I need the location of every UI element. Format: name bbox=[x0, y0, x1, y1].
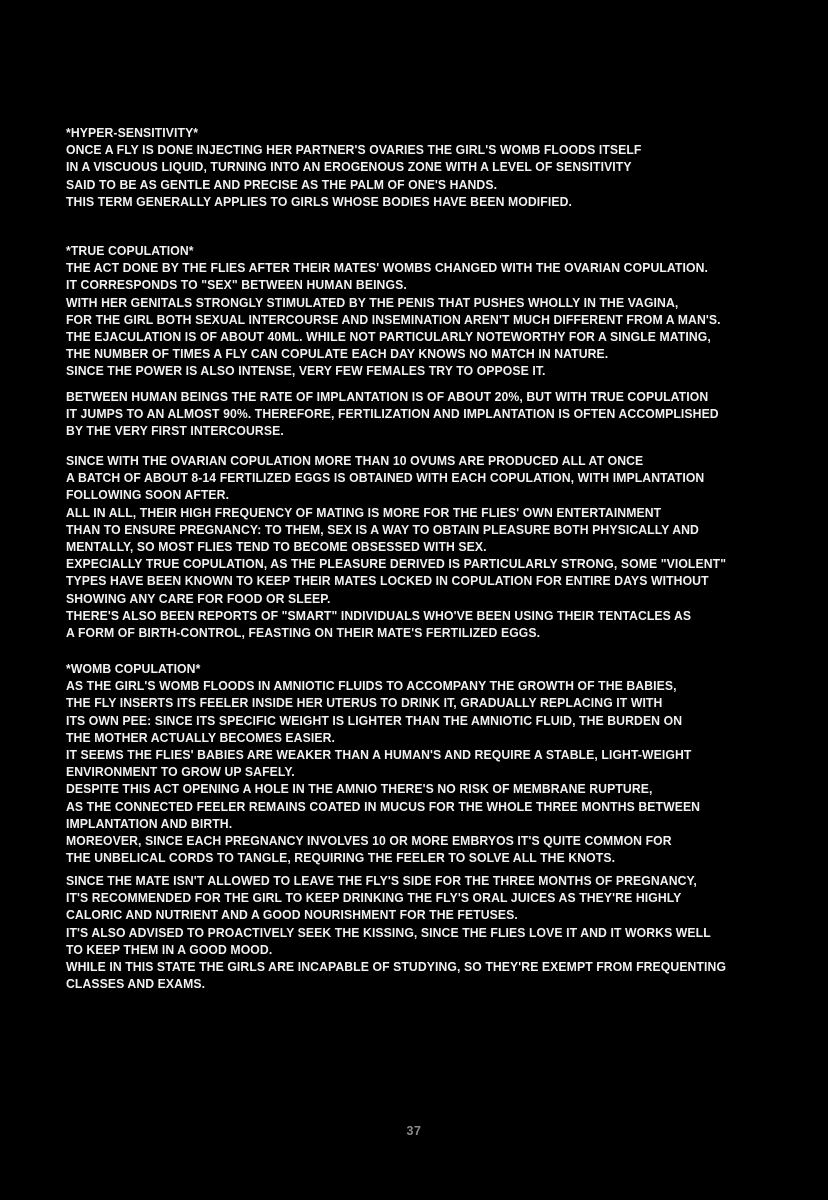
section-hyper-sensitivity bbox=[66, 124, 809, 210]
text-line: DESPITE THIS ACT OPENING A HOLE IN THE AMNIO THERE'S NO RISK OF MEMBRANE RUPTURE, bbox=[66, 781, 653, 797]
text-line: THE FLY INSERTS ITS FEELER INSIDE HER UTERUS TO DRINK IT, GRADUALLY REPLACING IT WITH bbox=[66, 695, 663, 711]
text-line: TYPES HAVE BEEN KNOWN TO KEEP THEIR MATES LOCKED IN COPULATION FOR ENTIRE DAYS WITHOUT bbox=[66, 573, 709, 589]
paragraph-ovums-and-mating bbox=[66, 452, 809, 641]
text-line: MOREOVER, SINCE EACH PREGNANCY INVOLVES 10 OR MORE EMBRYOS IT'S QUITE COMMON FOR bbox=[66, 833, 672, 849]
text-line: THAN TO ENSURE PREGNANCY: TO THEM, SEX IS A WAY TO OBTAIN PLEASURE BOTH PHYSICALLY AND bbox=[66, 521, 699, 537]
text-line: A BATCH OF ABOUT 8-14 FERTILIZED EGGS IS OBTAINED WITH EACH COPULATION, WITH IMPLANTATION bbox=[66, 470, 705, 486]
text-line: THERE'S ALSO BEEN REPORTS OF "SMART" INDIVIDUALS WHO'VE BEEN USING THEIR TENTACLES AS bbox=[66, 607, 692, 623]
text-line: IT SEEMS THE FLIES' BABIES ARE WEAKER THAN A HUMAN'S AND REQUIRE A STABLE, LIGHT-WEIGHT bbox=[66, 747, 692, 763]
section-title: *WOMB COPULATION* bbox=[66, 661, 201, 676]
text-line: CALORIC AND NUTRIENT AND A GOOD NOURISHMENT FOR THE FETUSES. bbox=[66, 907, 518, 923]
text-line: IT'S RECOMMENDED FOR THE GIRL TO KEEP DRINKING THE FLY'S ORAL JUICES AS THEY'RE HIGHLY bbox=[66, 890, 682, 906]
text-line: SINCE THE MATE ISN'T ALLOWED TO LEAVE THE FLY'S SIDE FOR THE THREE MONTHS OF PREGNANCY, bbox=[66, 873, 697, 888]
section-title: *TRUE COPULATION* bbox=[66, 243, 194, 258]
section-true-copulation bbox=[66, 242, 809, 380]
text-line: AS THE CONNECTED FEELER REMAINS COATED IN MUCUS FOR THE WHOLE THREE MONTHS BETWEEN bbox=[66, 798, 701, 814]
page-number: 37 bbox=[406, 1124, 422, 1138]
text-line: SINCE THE POWER IS ALSO INTENSE, VERY FEW FEMALES TRY TO OPPOSE IT. bbox=[66, 363, 546, 379]
text-line: FOLLOWING SOON AFTER. bbox=[66, 487, 230, 503]
text-line: ITS OWN PEE: SINCE ITS SPECIFIC WEIGHT IS LIGHTER THAN THE AMNIOTIC FLUID, THE BURDEN ON bbox=[66, 712, 683, 728]
text-line: MENTALLY, SO MOST FLIES TEND TO BECOME OBSESSED WITH SEX. bbox=[66, 539, 487, 555]
text-line: THE MOTHER ACTUALLY BECOMES EASIER. bbox=[66, 729, 335, 745]
text-line: SHOWING ANY CARE FOR FOOD OR SLEEP. bbox=[66, 590, 331, 606]
text-line: ONCE A FLY IS DONE INJECTING HER PARTNER'S OVARIES THE GIRL'S WOMB FLOODS ITSELF bbox=[66, 142, 642, 158]
text-line: IT JUMPS TO AN ALMOST 90%. THEREFORE, FERTILIZATION AND IMPLANTATION IS OFTEN ACCOMPLISHED bbox=[66, 406, 719, 422]
text-line: BY THE VERY FIRST INTERCOURSE. bbox=[66, 423, 284, 439]
text-line: BETWEEN HUMAN BEINGS THE RATE OF IMPLANTATION IS OF ABOUT 20%, BUT WITH TRUE COPULATION bbox=[66, 389, 709, 404]
text-line: ALL IN ALL, THEIR HIGH FREQUENCY OF MATING IS MORE FOR THE FLIES' OWN ENTERTAINMENT bbox=[66, 504, 662, 520]
text-line: IT'S ALSO ADVISED TO PROACTIVELY SEEK THE KISSING, SINCE THE FLIES LOVE IT AND IT WORKS WELL bbox=[66, 924, 711, 940]
text-line: THIS TERM GENERALLY APPLIES TO GIRLS WHOSE BODIES HAVE BEEN MODIFIED. bbox=[66, 193, 572, 209]
section-title: *HYPER-SENSITIVITY* bbox=[66, 125, 199, 140]
text-line: SAID TO BE AS GENTLE AND PRECISE AS THE PALM OF ONE'S HANDS. bbox=[66, 176, 498, 192]
text-line: THE NUMBER OF TIMES A FLY CAN COPULATE EACH DAY KNOWS NO MATCH IN NATURE. bbox=[66, 346, 609, 362]
text-line: CLASSES AND EXAMS. bbox=[66, 976, 206, 992]
paragraph-implantation-rate bbox=[66, 388, 809, 440]
text-line: SINCE WITH THE OVARIAN COPULATION MORE THAN 10 OVUMS ARE PRODUCED ALL AT ONCE bbox=[66, 453, 644, 468]
text-line: THE UNBELICAL CORDS TO TANGLE, REQUIRING THE FEELER TO SOLVE ALL THE KNOTS. bbox=[66, 850, 616, 866]
text-line: IT CORRESPONDS TO "SEX" BETWEEN HUMAN BEINGS. bbox=[66, 277, 407, 293]
text-line: FOR THE GIRL BOTH SEXUAL INTERCOURSE AND INSEMINATION AREN'T MUCH DIFFERENT FROM A MAN'S. bbox=[66, 311, 721, 327]
section-womb-copulation bbox=[66, 660, 809, 866]
text-line: EXPECIALLY TRUE COPULATION, AS THE PLEASURE DERIVED IS PARTICULARLY STRONG, SOME "VIOLENT" bbox=[66, 556, 727, 572]
text-line: IMPLANTATION AND BIRTH. bbox=[66, 815, 233, 831]
text-line: A FORM OF BIRTH-CONTROL, FEASTING ON THEIR MATE'S FERTILIZED EGGS. bbox=[66, 625, 541, 641]
text-line: IN A VISCUOUS LIQUID, TURNING INTO AN EROGENOUS ZONE WITH A LEVEL OF SENSITIVITY bbox=[66, 159, 632, 175]
paragraph-pregnancy-care bbox=[66, 872, 809, 992]
text-line: WITH HER GENITALS STRONGLY STIMULATED BY THE PENIS THAT PUSHES WHOLLY IN THE VAGINA, bbox=[66, 294, 679, 310]
text-line: THE EJACULATION IS OF ABOUT 40ML. WHILE NOT PARTICULARLY NOTEWORTHY FOR A SINGLE MATING, bbox=[66, 329, 711, 345]
text-line: AS THE GIRL'S WOMB FLOODS IN AMNIOTIC FLUIDS TO ACCOMPANY THE GROWTH OF THE BABIES, bbox=[66, 678, 677, 694]
text-line: ENVIRONMENT TO GROW UP SAFELY. bbox=[66, 764, 295, 780]
text-line: TO KEEP THEM IN A GOOD MOOD. bbox=[66, 941, 273, 957]
text-line: WHILE IN THIS STATE THE GIRLS ARE INCAPABLE OF STUDYING, SO THEY'RE EXEMPT FROM FREQUENTING bbox=[66, 959, 727, 975]
text-line: THE ACT DONE BY THE FLIES AFTER THEIR MATES' WOMBS CHANGED WITH THE OVARIAN COPULATION. bbox=[66, 260, 708, 276]
